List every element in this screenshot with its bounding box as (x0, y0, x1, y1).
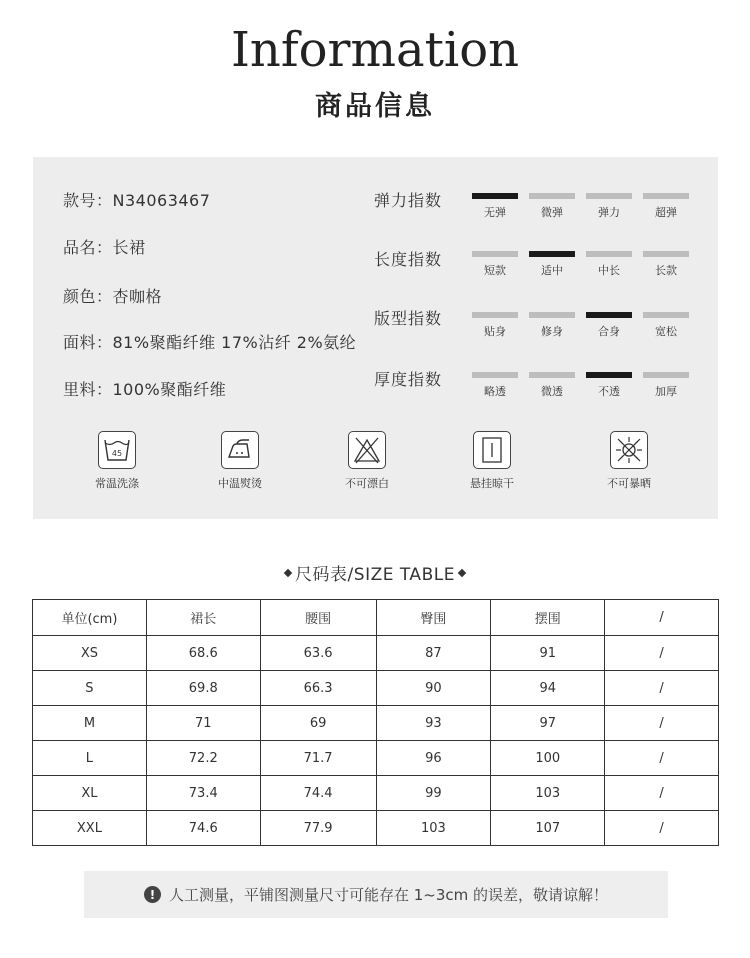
table-cell: 74.4 (260, 776, 376, 811)
scale-option-label: 修身 (541, 325, 563, 338)
length-scale (472, 251, 692, 281)
column-header: 裙长 (146, 600, 260, 636)
table-cell: 87 (376, 636, 491, 671)
scale-option (472, 372, 518, 399)
scale-option-label: 适中 (541, 264, 563, 277)
table-header-row (33, 600, 719, 636)
table-cell: 103 (491, 776, 605, 811)
scale-option (643, 193, 689, 220)
scale-bar (643, 193, 689, 199)
table-cell: 93 (376, 706, 491, 741)
scale-bar-selected (472, 193, 518, 199)
size-label-cell: L (33, 741, 147, 776)
scale-bar (643, 251, 689, 257)
care-sun (579, 431, 679, 491)
scale-option-label: 超弹 (655, 206, 677, 219)
column-header: 单位(cm) (33, 600, 147, 636)
table-cell: 73.4 (146, 776, 260, 811)
table-cell: 97 (491, 706, 605, 741)
scale-bar-selected (586, 312, 632, 318)
scale-option-label: 加厚 (655, 385, 677, 398)
table-cell: 72.2 (146, 741, 260, 776)
table-cell: 91 (491, 636, 605, 671)
scale-option (529, 193, 575, 220)
table-cell: 74.6 (146, 811, 260, 846)
thickness-index-label: 厚度指数 (374, 370, 443, 389)
scale-bar (472, 372, 518, 378)
scale-option (643, 251, 689, 278)
scale-bar (586, 193, 632, 199)
notice-text: 人工测量，平铺图测量尺寸可能存在 1~3cm 的误差，敬请谅解！ (168, 886, 609, 904)
size-table-title-text: 尺码表/SIZE TABLE (295, 565, 455, 585)
table-cell: 100 (491, 741, 605, 776)
exclamation-icon: ! (144, 886, 161, 903)
table-cell: 69.8 (146, 671, 260, 706)
care-label: 不可漂白 (345, 477, 389, 490)
title-english: Information (230, 22, 520, 78)
table-cell: 63.6 (260, 636, 376, 671)
product-name: 品名：长裙 (63, 238, 146, 257)
scale-option-label: 合身 (598, 325, 620, 338)
table-cell: 96 (376, 741, 491, 776)
scale-option (472, 312, 518, 339)
table-cell: / (605, 776, 719, 811)
scale-bar-selected (529, 251, 575, 257)
scale-option-label: 微透 (541, 385, 563, 398)
scale-bar (643, 312, 689, 318)
product-lining: 里料：100%聚酯纤维 (63, 380, 227, 399)
scale-option (472, 193, 518, 220)
table-row (33, 811, 719, 846)
table-cell: / (605, 636, 719, 671)
scale-bar-selected (586, 372, 632, 378)
scale-option (472, 251, 518, 278)
scale-option-label: 无弹 (484, 206, 506, 219)
scale-option-label: 不透 (598, 385, 620, 398)
scale-option (586, 312, 632, 339)
table-cell: / (605, 811, 719, 846)
scale-option-label: 略透 (484, 385, 506, 398)
iron-icon (221, 431, 259, 469)
size-label-cell: M (33, 706, 147, 741)
table-cell: 77.9 (260, 811, 376, 846)
care-label: 中温熨烫 (218, 477, 262, 490)
table-cell: 94 (491, 671, 605, 706)
column-header: 腰围 (260, 600, 376, 636)
scale-option (643, 312, 689, 339)
scale-option-label: 贴身 (484, 325, 506, 338)
table-row (33, 671, 719, 706)
scale-option-label: 弹力 (598, 206, 620, 219)
care-label: 不可暴晒 (607, 477, 651, 490)
diamond-icon (284, 569, 292, 577)
column-header: 摆围 (491, 600, 605, 636)
table-row (33, 741, 719, 776)
size-label-cell: XS (33, 636, 147, 671)
table-cell: 107 (491, 811, 605, 846)
size-table (32, 599, 719, 846)
size-label-cell: XXL (33, 811, 147, 846)
table-cell: 103 (376, 811, 491, 846)
no-bleach-icon (348, 431, 386, 469)
elasticity-index-label: 弹力指数 (374, 191, 443, 210)
scale-bar (472, 312, 518, 318)
table-row (33, 776, 719, 811)
table-cell: 69 (260, 706, 376, 741)
wash-45-icon (98, 431, 136, 469)
product-color: 颜色：杏咖格 (63, 287, 163, 306)
hang-dry-icon (473, 431, 511, 469)
fit-scale (472, 312, 692, 342)
scale-bar (529, 193, 575, 199)
column-header: / (605, 600, 719, 636)
table-cell: 71 (146, 706, 260, 741)
no-sun-icon (610, 431, 648, 469)
diamond-icon (458, 569, 466, 577)
care-hang (442, 431, 542, 491)
scale-option (643, 372, 689, 399)
scale-option (529, 251, 575, 278)
table-cell: 66.3 (260, 671, 376, 706)
scale-bar (586, 251, 632, 257)
scale-option (586, 193, 632, 220)
scale-option-label: 宽松 (655, 325, 677, 338)
scale-option (586, 251, 632, 278)
fit-index-label: 版型指数 (374, 309, 443, 328)
table-cell: 71.7 (260, 741, 376, 776)
scale-bar (529, 312, 575, 318)
elasticity-scale (472, 193, 692, 223)
table-cell: 68.6 (146, 636, 260, 671)
size-label-cell: S (33, 671, 147, 706)
length-index-label: 长度指数 (374, 250, 443, 269)
table-cell: / (605, 671, 719, 706)
product-info-panel (33, 157, 718, 519)
table-row (33, 636, 719, 671)
care-iron (190, 431, 290, 491)
scale-bar (472, 251, 518, 257)
product-fabric: 面料：81%聚酯纤维 17%沾纤 2%氨纶 (63, 333, 357, 352)
size-table-title (0, 560, 750, 585)
care-bleach (317, 431, 417, 491)
scale-option-label: 长款 (655, 264, 677, 277)
table-cell: / (605, 741, 719, 776)
table-row (33, 706, 719, 741)
care-label: 悬挂晾干 (470, 477, 514, 490)
table-cell: 90 (376, 671, 491, 706)
table-cell: 99 (376, 776, 491, 811)
scale-option (586, 372, 632, 399)
scale-option (529, 372, 575, 399)
scale-option (529, 312, 575, 339)
thickness-scale (472, 372, 692, 402)
measurement-notice (84, 871, 668, 918)
scale-bar (643, 372, 689, 378)
column-header: 臀围 (376, 600, 491, 636)
scale-bar (529, 372, 575, 378)
scale-option-label: 短款 (484, 264, 506, 277)
wash-temp-label: 45 (111, 449, 123, 458)
care-label: 常温洗涤 (95, 477, 139, 490)
title-chinese: 商品信息 (315, 91, 435, 122)
table-cell: / (605, 706, 719, 741)
scale-option-label: 微弹 (541, 206, 563, 219)
size-label-cell: XL (33, 776, 147, 811)
care-wash (67, 431, 167, 491)
style-number: 款号：N34063467 (63, 191, 211, 210)
scale-option-label: 中长 (598, 264, 620, 277)
